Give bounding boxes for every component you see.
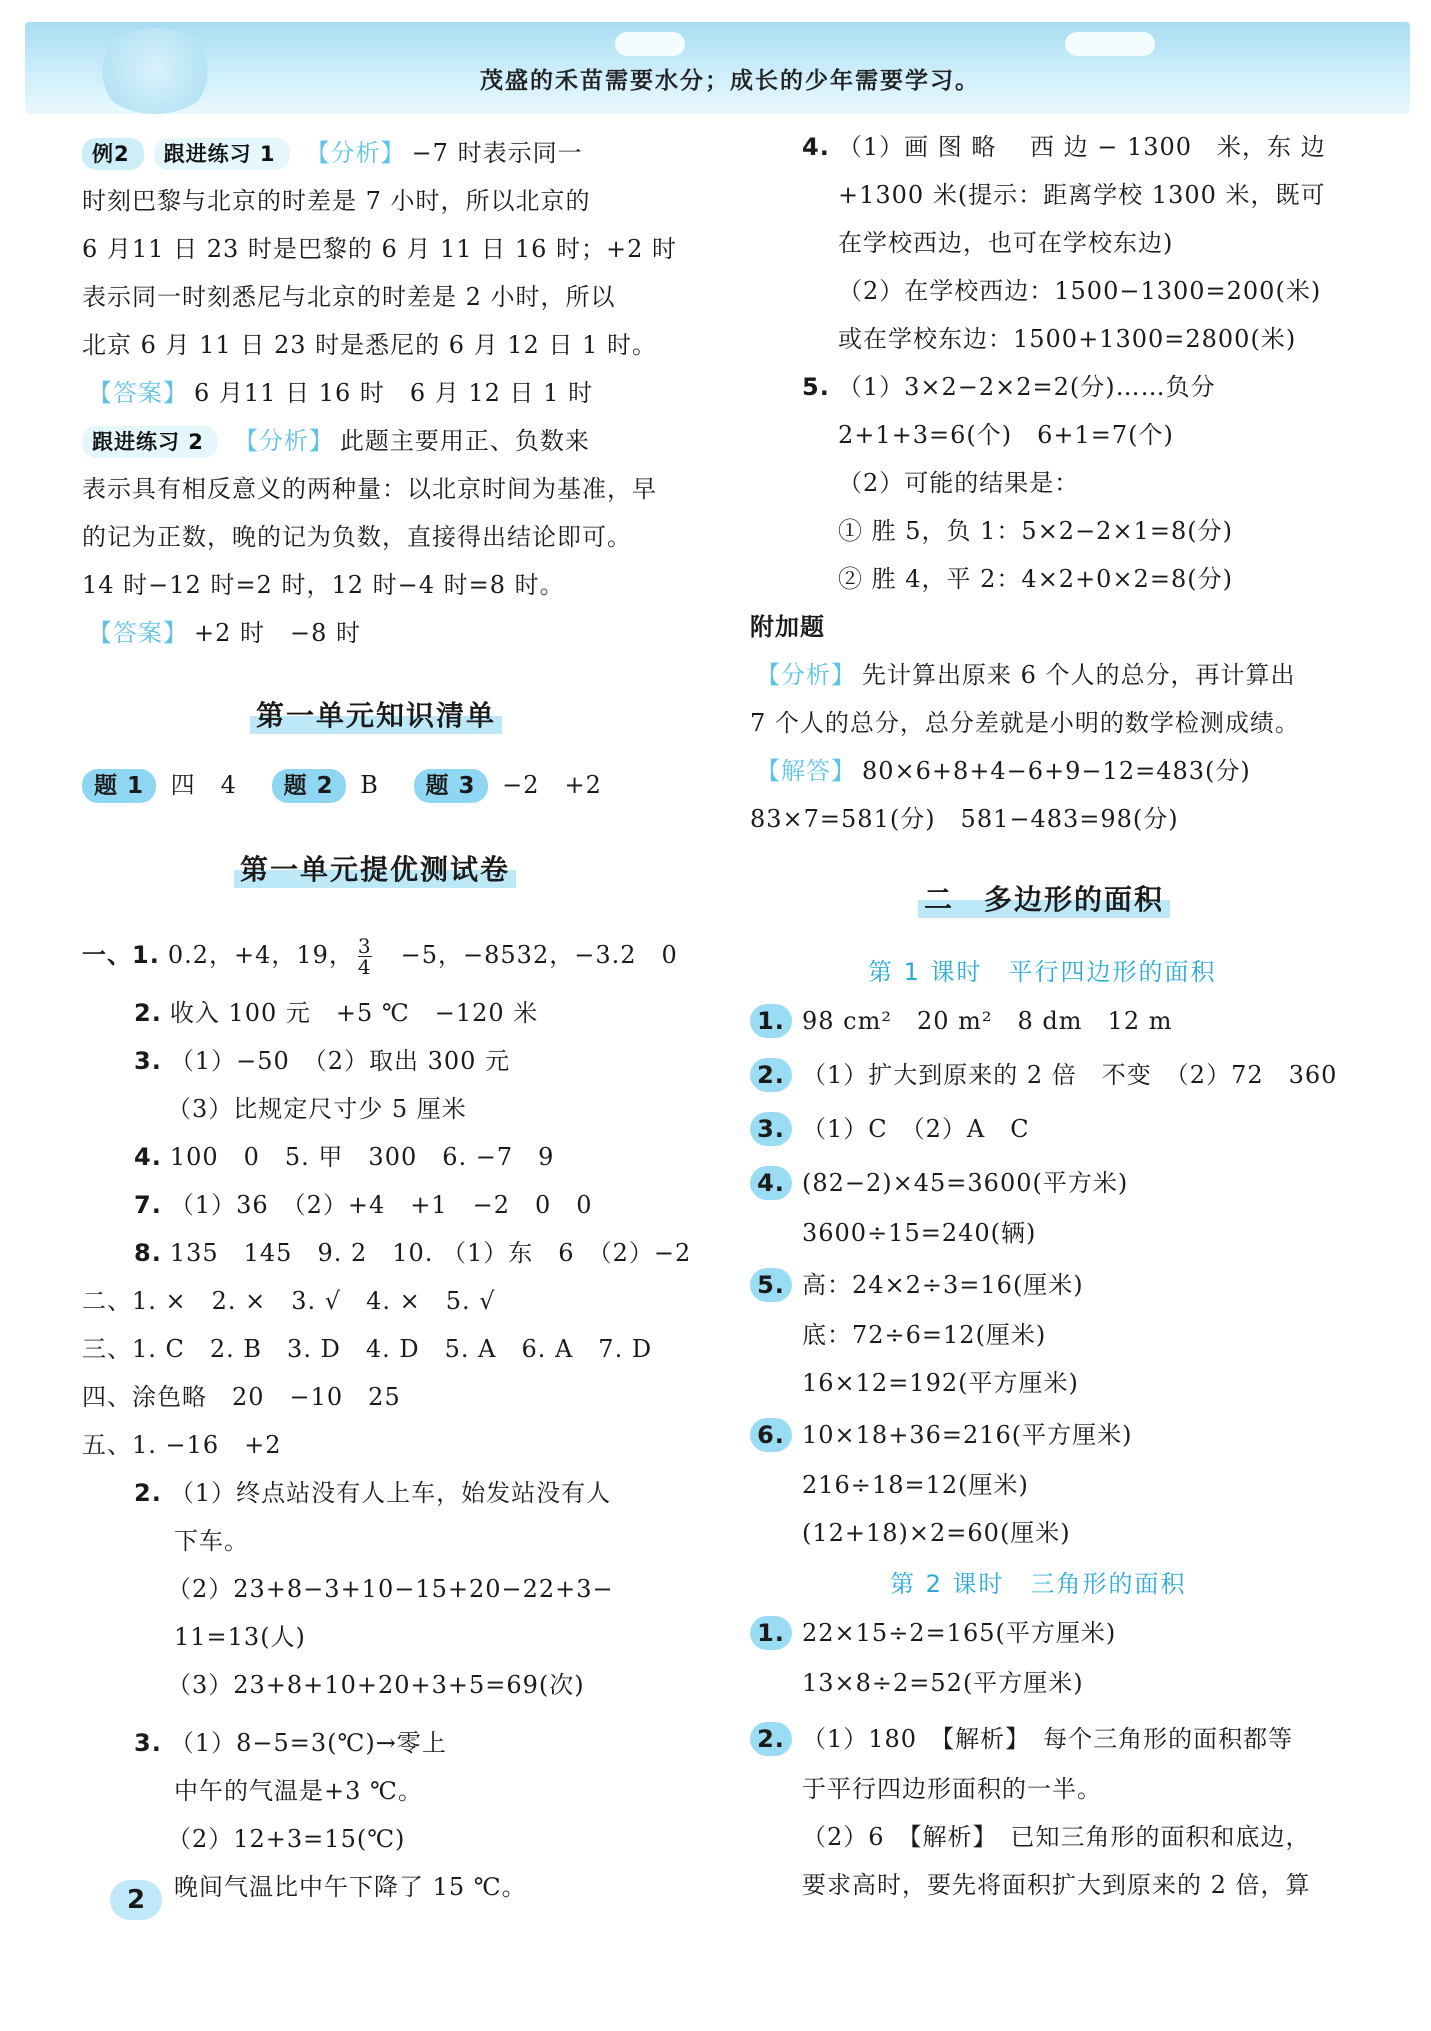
text-line: 83×7=581(分) 581−483=98(分) <box>750 805 1179 833</box>
test-line: 11=13(人) <box>174 1623 306 1651</box>
answer-label: 【答案】 <box>88 619 188 647</box>
lesson-item <box>750 1058 1337 1092</box>
answer-line <box>82 376 593 410</box>
answer-text: 100 0 5. 甲 300 6. −7 9 <box>169 1143 555 1171</box>
lesson-item <box>750 1112 1030 1146</box>
answer-line: 16×12=192(平方厘米) <box>802 1369 1079 1397</box>
test-line: 晚间气温比中午下降了 15 ℃。 <box>174 1873 527 1901</box>
answer-label: 【答案】 <box>88 379 188 407</box>
cloud-illustration <box>615 32 685 56</box>
text-line: 表示同一时刻悉尼与北京的时差是 2 小时，所以 <box>82 283 616 311</box>
lesson-1-title: 第 1 课时 平行四边形的面积 <box>868 958 1217 986</box>
test-line <box>134 1476 611 1510</box>
text-line: 14 时−12 时=2 时，12 时−4 时=8 时。 <box>82 571 565 599</box>
answer-text: 6 月11 日 16 时 6 月 12 日 1 时 <box>194 379 594 407</box>
item-number: 4. <box>802 133 830 161</box>
test-part5-line: 五、1. −16 +2 <box>82 1431 282 1459</box>
page-number: 2 <box>110 1880 162 1920</box>
answer-line: （2）6 【解析】 已知三角形的面积和底边， <box>802 1823 1311 1851</box>
text-line: 80×6+8+4−6+9−12=483(分) <box>862 757 1251 785</box>
lesson-item <box>750 1418 1132 1452</box>
text-line: 7 个人的总分，总分差就是小明的数学检测成绩。 <box>750 709 1300 737</box>
test-line <box>134 1726 447 1760</box>
analysis-label: 【分析】 <box>233 427 334 455</box>
answer-text: 高：24×2÷3=16(厘米) <box>802 1271 1084 1299</box>
answer-line: 3600÷15=240(辆) <box>802 1219 1037 1247</box>
answer-line: (12+18)×2=60(厘米) <box>802 1519 1071 1547</box>
answer-text: 22×15÷2=165(平方厘米) <box>802 1619 1117 1647</box>
answer-text: 135 145 9. 2 10. （1）东 6 （2）−2 <box>169 1239 692 1267</box>
test-line: （2）23+8−3+10−15+20−22+3− <box>167 1575 614 1603</box>
text-line: −7 时表示同一 <box>411 139 583 167</box>
test-part4-line: 四、涂色略 20 −10 25 <box>82 1383 401 1411</box>
item-number: 3. <box>134 1729 162 1757</box>
lesson-item <box>750 1722 1293 1756</box>
answer-text: （1）36 （2）+4 +1 −2 0 0 <box>169 1191 593 1219</box>
item-number: 7. <box>134 1191 162 1219</box>
text-line: 表示具有相反意义的两种量：以北京时间为基准，早 <box>82 475 657 503</box>
text-line: 时刻巴黎与北京的时差是 7 小时，所以北京的 <box>82 187 591 215</box>
cloud-illustration <box>1065 32 1155 56</box>
test-line <box>134 1236 691 1270</box>
answer-line: ① 胜 5，负 1：5×2−2×1=8(分) <box>838 517 1233 545</box>
answer-line: 216÷18=12(厘米) <box>802 1471 1029 1499</box>
question-3-answer: −2 +2 <box>502 771 602 799</box>
answer-text: （1）3×2−2×2=2(分)……负分 <box>837 373 1216 401</box>
header-banner <box>25 22 1410 114</box>
fraction-numerator: 3 <box>357 934 372 958</box>
answer-text: （3）比规定尺寸少 5 厘米 <box>167 1095 467 1123</box>
test-line: 中午的气温是+3 ℃。 <box>174 1777 423 1805</box>
text-line: 的记为正数，晚的记为负数，直接得出结论即可。 <box>82 523 632 551</box>
answer-text: （1）扩大到原来的 2 倍 不变 （2）72 360 <box>802 1061 1338 1089</box>
extra-question-title: 附加题 <box>750 613 825 641</box>
lesson-item <box>750 1616 1116 1650</box>
quiz-answers-line <box>82 768 602 803</box>
answer-text: （1）C （2）A C <box>802 1115 1030 1143</box>
follow-practice-2-tag: 跟进练习 2 <box>82 426 218 458</box>
example-2-tag: 例2 <box>82 138 144 170</box>
fraction <box>358 936 372 977</box>
test-line <box>134 1188 593 1222</box>
answer-line: 要求高时，要先将面积扩大到原来的 2 倍，算 <box>802 1871 1311 1899</box>
answer-line: （2）在学校西边：1500−1300=200(米) <box>838 277 1322 305</box>
fraction-denominator: 4 <box>357 955 372 979</box>
tree-illustration <box>95 28 215 114</box>
item-number: 8. <box>134 1239 162 1267</box>
test-line: （3）23+8+10+20+3+5=69(次) <box>167 1671 585 1699</box>
section-title-knowledge: 第一单元知识清单 <box>250 694 502 734</box>
item-number-badge: 2. <box>750 1722 792 1756</box>
answer-text: （1）终点站没有人上车，始发站没有人 <box>169 1479 612 1507</box>
item-number: 2. <box>134 1479 162 1507</box>
solution-label: 【解答】 <box>756 757 856 785</box>
lesson-2-title: 第 2 课时 三角形的面积 <box>890 1570 1187 1598</box>
answer-text: +2 时 −8 时 <box>194 619 362 647</box>
answer-line: 在学校西边，也可在学校东边) <box>838 229 1174 257</box>
answer-text: 0.2，+4，19， <box>167 941 354 969</box>
test-line <box>134 1044 510 1078</box>
lesson-item <box>750 1166 1128 1200</box>
test-line: 下车。 <box>174 1527 249 1555</box>
follow-practice-2-line <box>82 424 590 458</box>
answer-line: 底：72÷6=12(厘米) <box>802 1321 1047 1349</box>
answer-line <box>802 130 1326 164</box>
item-number: 2. <box>134 999 162 1027</box>
answer-line: +1300 米(提示：距离学校 1300 米，既可 <box>838 181 1326 209</box>
text-line: 此题主要用正、负数来 <box>339 427 590 455</box>
item-number-badge: 1. <box>750 1616 792 1650</box>
item-number-badge: 4. <box>750 1166 792 1200</box>
extra-analysis-line <box>750 658 1296 692</box>
analysis-label: 【分析】 <box>305 139 406 167</box>
text-line: 6 月11 日 23 时是巴黎的 6 月 11 日 16 时；+2 时 <box>82 235 677 263</box>
lesson-item <box>750 1268 1084 1302</box>
test-part2-line: 二、1. × 2. × 3. √ 4. × 5. √ <box>82 1287 496 1315</box>
test-line <box>134 1140 554 1174</box>
text-line: 北京 6 月 11 日 23 时是悉尼的 6 月 12 日 1 时。 <box>82 331 657 359</box>
lesson-item <box>750 1004 1172 1038</box>
answer-line <box>82 616 361 650</box>
answer-text: (82−2)×45=3600(平方米) <box>802 1169 1129 1197</box>
answer-text: （1）−50 （2）取出 300 元 <box>169 1047 511 1075</box>
test-line <box>134 996 538 1030</box>
item-number: 3. <box>134 1047 162 1075</box>
analysis-label: 【分析】 <box>756 661 856 689</box>
answer-line: 于平行四边形面积的一半。 <box>802 1775 1102 1803</box>
item-number-badge: 6. <box>750 1418 792 1452</box>
answer-line: 2+1+3=6(个) 6+1=7(个) <box>838 421 1174 449</box>
answer-text: （1）画 图 略 西 边 − 1300 米，东 边 <box>837 133 1326 161</box>
answer-text: 98 cm² 20 m² 8 dm 12 m <box>802 1007 1173 1035</box>
item-number: 4. <box>134 1143 162 1171</box>
test-line <box>167 1092 467 1126</box>
text-line: 先计算出原来 6 个人的总分，再计算出 <box>862 661 1296 689</box>
item-number: 5. <box>802 373 830 401</box>
example-2-line <box>82 136 583 170</box>
answer-line: （2）可能的结果是： <box>838 469 1080 497</box>
answer-line: 或在学校东边：1500+1300=2800(米) <box>838 325 1297 353</box>
test-part1-line <box>82 936 678 977</box>
item-number-badge: 5. <box>750 1268 792 1302</box>
test-part3-line: 三、1. C 2. B 3. D 4. D 5. A 6. A 7. D <box>82 1335 653 1363</box>
section-title-test: 第一单元提优测试卷 <box>234 848 516 888</box>
extra-solution-line <box>750 754 1251 788</box>
question-2-pill: 题 2 <box>272 769 346 803</box>
answer-text: 10×18+36=216(平方厘米) <box>802 1421 1133 1449</box>
item-number-badge: 1. <box>750 1004 792 1038</box>
answer-text: （1）8−5=3(℃)→零上 <box>169 1729 447 1757</box>
question-1-pill: 题 1 <box>82 769 156 803</box>
question-2-answer: B <box>360 771 379 799</box>
question-3-pill: 题 3 <box>414 769 488 803</box>
chapter-2-title: 二 多边形的面积 <box>918 878 1170 918</box>
answer-text: 收入 100 元 +5 ℃ −120 米 <box>169 999 539 1027</box>
item-number-badge: 2. <box>750 1058 792 1092</box>
part-number: 一、1. <box>82 941 160 969</box>
header-motto: 茂盛的禾苗需要水分；成长的少年需要学习。 <box>480 68 980 94</box>
follow-practice-1-tag: 跟进练习 1 <box>154 138 290 170</box>
item-number-badge: 3. <box>750 1112 792 1146</box>
answer-text: （1）180 【解析】 每个三角形的面积都等 <box>802 1725 1294 1753</box>
answer-text: −5，−8532，−3.2 0 <box>400 941 678 969</box>
question-1-answer: 四 4 <box>170 771 237 799</box>
answer-line: 13×8÷2=52(平方厘米) <box>802 1669 1084 1697</box>
answer-line <box>802 370 1216 404</box>
answer-line: ② 胜 4，平 2：4×2+0×2=8(分) <box>838 565 1233 593</box>
test-line: （2）12+3=15(℃) <box>167 1825 406 1853</box>
